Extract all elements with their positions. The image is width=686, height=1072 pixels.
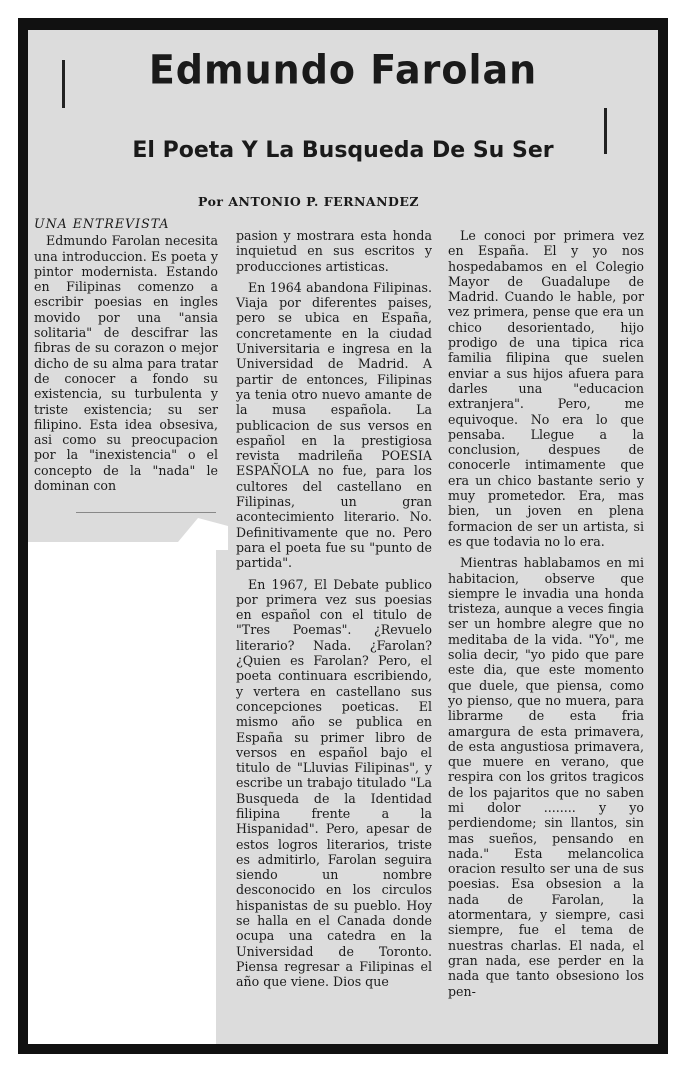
column-2 bbox=[236, 228, 432, 996]
column-3 bbox=[448, 228, 644, 1005]
article-subtitle: El Poeta Y La Busqueda De Su Ser bbox=[132, 138, 554, 163]
article-byline: Por ANTONIO P. FERNANDEZ bbox=[198, 194, 420, 209]
paragraph: Mientras hablabamos en mi habitacion, observe que siempre le invadia una honda tristeza, aunque a veces fingia ser un hombre alegre que no meditaba de la vida. "Yo", me solia decir, "yo pido que pare este dia, que este momento que duele, que piensa, como yo pienso, que no muera, para librarme de esta fria amargura de esta primavera, de esta angustiosa primavera, que muere en verano, que respira con los gritos tragicos de los pajaritos que no saben mi dolor ........ y yo perdiendome; sin llantos, sin mas sueños, pensando en nada." Esta melancolica oracion resulto ser una de sus poesias. Esa obsesion a la nada de Farolan, la atormentara, y siempre, casi siempre, fue el tema de nuestras charlas. El nada, el gran nada, ese perder en la nada que tanto obsesiono los pen- bbox=[448, 555, 644, 999]
column-1 bbox=[34, 216, 218, 499]
article-title: Edmundo Farolan bbox=[148, 46, 538, 94]
column-divider bbox=[76, 512, 216, 513]
paragraph: En 1964 abandona Filipinas. Viaja por diferentes paises, pero se ubica en España, concretamente en la ciudad Universitaria e ingresa en la Universidad de Madrid. A partir de entonces, Filipinas ya tenia otro nuevo amante de la musa española. La publicacion de sus versos en español en la prestigiosa revista madrileña POESIA ESPAÑOLA no fue, para los cultores del castellano en Filipinas, un gran acontecimiento literario. No. Definitivamente que no. Pero para el poeta fue su "punto de partida". bbox=[236, 279, 432, 571]
newspaper-clipping bbox=[28, 30, 658, 1044]
paragraph: pasion y mostrara esta honda inquietud en sus escritos y producciones artisticas. bbox=[236, 228, 432, 274]
paragraph: Le conoci por primera vez en España. El y yo nos hospedabamos en el Colegio Mayor de Guadalupe de Madrid. Cuando le hable, por vez primera, pense que era un chico desorientado, hijo prodigo de una tipica rica familia filipina que suelen enviar a sus hijos afuera para darles una "educacion extranjera". Pero, me equivoque. No era lo que pensaba. Llegue a la conclusion, despues de conocerle intimamente que era un chico bastante serio y muy prometedor. Era, mas bien, un joven en plena formacion de ser un artista, si es que todavia no lo era. bbox=[448, 228, 644, 549]
paragraph: Edmundo Farolan necesita una introduccion. Es poeta y pintor modernista. Estando en Filipinas comenzo a escribir poesias en ingles movido por una "ansia solitaria" de descifrar las fibras de su corazon o mejor dicho de su alma para tratar de conocer a fondo su existencia, su turbulenta y triste existencia; su ser filipino. Esta idea obsesiva, asi como su preocupacion por la "inexistencia" o el concepto de la "nada" le dominan con bbox=[34, 233, 218, 494]
section-heading: UNA ENTREVISTA bbox=[34, 216, 170, 231]
torn-missing-area bbox=[28, 542, 216, 1044]
paragraph: En 1967, El Debate publico por primera vez sus poesias en español con el titulo de "Tres Poemas". ¿Revuelo literario? Nada. ¿Farolan? ¿Quien es Farolan? Pero, el poeta continuara escribiendo, y vertera en castellano sus concepciones poeticas. El mismo año se publica en España su primer libro de versos en español bajo el titulo de "Lluvias Filipinas", y escribe un trabajo titulado "La Busqueda de la Identidad filipina frente a la Hispanidad". Pero, apesar de estos logros literarios, triste es admitirlo, Farolan seguira siendo un nombre desconocido en los circulos hispanistas de su pueblo. Hoy se halla en el Canada donde ocupa una catedra en la Universidad de Toronto. Piensa regresar a Filipinas el año que viene. Dios que bbox=[236, 576, 432, 990]
